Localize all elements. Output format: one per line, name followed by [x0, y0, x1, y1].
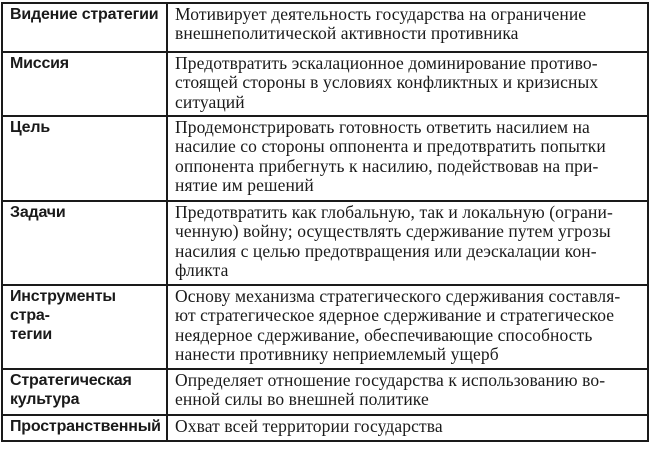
table-row [2, 415, 648, 441]
row-text: Охват всей территории государства [167, 415, 648, 441]
table-row [2, 285, 648, 369]
row-text: Определяет отношение государства к использованию во- енной силы во внешней политике [167, 369, 648, 415]
row-label: Задачи [2, 201, 167, 285]
row-text: Мотивирует деятельность государства на ограничение внешнеполитической активности противника [167, 3, 648, 52]
row-label: Миссия [2, 52, 167, 116]
table-row [2, 52, 648, 116]
table-row [2, 201, 648, 285]
row-text: Предотвратить как глобальную, так и локальную (ограни- ченную) войну; осуществлять сдерживание путем угрозы насилия с целью предотвращения или деэскалации кон- фликта [167, 201, 648, 285]
table-row [2, 3, 648, 52]
row-text: Предотвратить эскалационное доминирование противо- стоящей стороны в условиях конфликтных и кризисных ситуаций [167, 52, 648, 116]
row-label: Стратегическая культура [2, 369, 167, 415]
strategy-table [1, 2, 649, 442]
row-label: Инструменты стра- тегии [2, 285, 167, 369]
row-label: Цель [2, 116, 167, 201]
row-label: Видение стратегии [2, 3, 167, 52]
row-text: Продемонстрировать готовность ответить насилием на насилие со стороны оппонента и предотвратить попытки оппонента прибегнуть к насилию, подействовав на при- нятие им решений [167, 116, 648, 201]
row-text: Основу механизма стратегического сдерживания составля- ют стратегическое ядерное сдерживание и стратегическое неядерное сдерживание, обеспечивающие способность нанести противнику неприемлемый ущерб [167, 285, 648, 369]
table-row [2, 369, 648, 415]
table-row [2, 116, 648, 201]
row-label: Пространственный [2, 415, 167, 441]
